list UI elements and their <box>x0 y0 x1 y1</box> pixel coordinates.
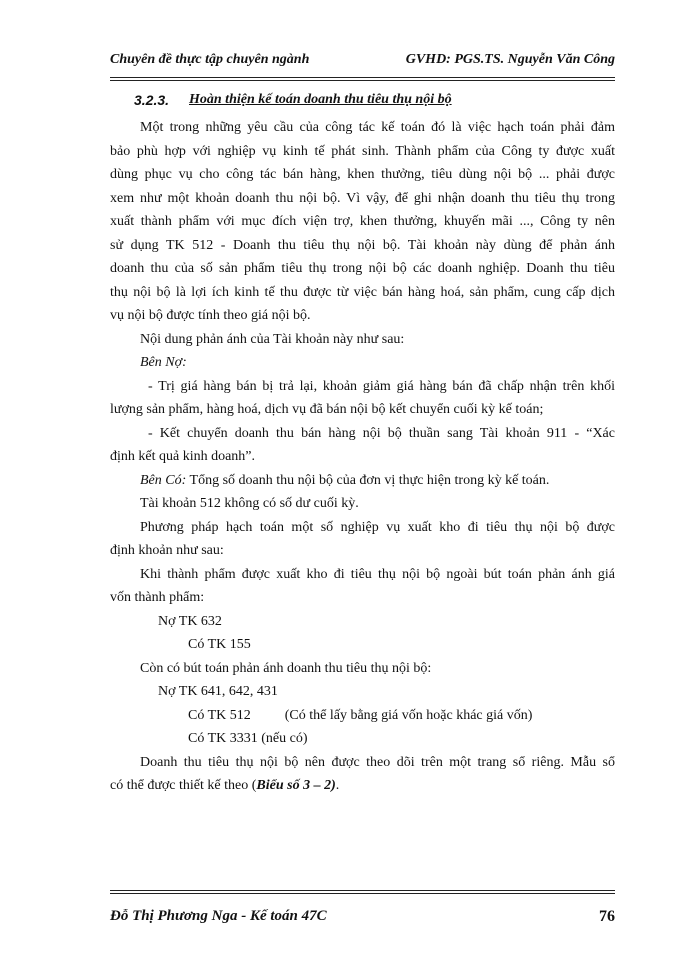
entry-2-debit: Nợ TK 641, 642, 431 <box>158 684 278 699</box>
entry-2-note: (Có thể lấy bằng giá vốn hoặc khác giá vốn) <box>284 707 533 723</box>
debit-label: Bên Nợ: <box>140 355 187 370</box>
body-text <box>110 116 615 798</box>
paragraph-1 <box>110 116 615 328</box>
entry-2-credit-1 <box>110 704 615 728</box>
p1-line: dùng phục vụ cho công tác bán hàng, khen thưởng, tiêu dùng nội bộ ... phải được <box>110 167 615 182</box>
p7-text: có thể được thiết kế theo ( <box>110 778 257 793</box>
credit-text: Tổng số doanh thu nội bộ của đơn vị thực hiện trong kỳ kế toán. <box>186 472 550 488</box>
p7-reference: Biểu số 3 – 2) <box>256 778 336 793</box>
p1-line: xuất thành phẩm với mục đích viện trợ, khen thưởng, khuyến mãi ..., Công ty nên <box>110 214 615 229</box>
p1-line: thụ nội bộ là lợi ích kinh tế thu được từ việc bán hàng hoá, sản phẩm, cung cấp dịch <box>110 284 615 300</box>
credit-paragraph <box>110 469 615 493</box>
p7-line-2 <box>110 774 615 798</box>
p1-line: sử dụng TK 512 - Doanh thu tiêu thụ nội bộ. Tài khoản này dùng để phản ánh <box>110 237 615 253</box>
section-title: Hoàn thiện kế toán doanh thu tiêu thụ nội bộ <box>189 92 452 107</box>
p1-line: vụ nội bộ được tính theo giá nội bộ. <box>110 308 311 323</box>
section-number: 3.2.3. <box>134 92 170 108</box>
p1-line: doanh thu của số sản phẩm tiêu thụ trong nội bộ các doanh nghiệp. Doanh thu tiêu <box>110 261 615 276</box>
paragraph-2: Nội dung phản ánh của Tài khoản này như sau: <box>140 331 405 347</box>
debit-item-1-line: lượng sản phẩm, hàng hoá, dịch vụ đã bán nội bộ kết chuyển cuối kỳ kế toán; <box>110 402 544 417</box>
entry-1-debit: Nợ TK 632 <box>158 613 222 629</box>
header-rule <box>110 77 615 78</box>
page-header <box>110 52 615 72</box>
header-rule-second <box>110 80 615 81</box>
entry-2-credit-2: Có TK 3331 (nếu có) <box>188 731 308 746</box>
p5-line: vốn thành phẩm: <box>110 590 205 605</box>
p5-line: Khi thành phẩm được xuất kho đi tiêu thụ nội bộ ngoài bút toán phản ánh giá <box>140 566 615 582</box>
entry-1-credit: Có TK 155 <box>188 637 251 652</box>
footer-author: Đỗ Thị Phương Nga - Kế toán 47C <box>110 908 327 924</box>
p4-line: định khoản như sau: <box>110 543 224 558</box>
section-heading <box>134 92 452 110</box>
footer-rule-second <box>110 893 615 894</box>
header-left-title: Chuyên đề thực tập chuyên ngành <box>110 52 310 67</box>
paragraph-3: Tài khoản 512 không có số dư cuối kỳ. <box>140 496 359 511</box>
debit-item-1-line: - Trị giá hàng bán bị trả lại, khoản giảm giá hàng bán đã chấp nhận trên khối <box>148 378 615 394</box>
p7-line: Doanh thu tiêu thụ nội bộ nên được theo dõi trên một trang sổ riêng. Mẫu sổ <box>140 754 615 770</box>
footer-rule <box>110 890 615 891</box>
p1-line: bảo phù hợp với nghiệp vụ kinh tế phát sinh. Thành phẩm của Công ty được xuất <box>110 143 615 159</box>
debit-item-2-line: - Kết chuyển doanh thu bán hàng nội bộ thuần sang Tài khoản 911 - “Xác <box>148 425 615 441</box>
p1-line: xem như một khoản doanh thu nội bộ. Vì vậy, để ghi nhận doanh thu tiêu thụ trong <box>110 190 615 206</box>
paragraph-6: Còn có bút toán phản ánh doanh thu tiêu thụ nội bộ: <box>140 660 432 676</box>
header-advisor: GVHD: PGS.TS. Nguyễn Văn Công <box>405 52 615 67</box>
credit-label: Bên Có: <box>140 472 187 488</box>
page-footer <box>110 908 615 930</box>
page-number: 76 <box>599 908 615 925</box>
p4-line: Phương pháp hạch toán một số nghiệp vụ xuất kho đi tiêu thụ nội bộ được <box>140 519 615 535</box>
entry-2-credit-account: Có TK 512 <box>188 707 251 723</box>
p1-line: Một trong những yêu cầu của công tác kế toán đó là việc hạch toán phải đảm <box>140 120 615 135</box>
debit-item-2-line: định kết quả kinh doanh”. <box>110 449 256 464</box>
p7-end: . <box>335 778 340 793</box>
